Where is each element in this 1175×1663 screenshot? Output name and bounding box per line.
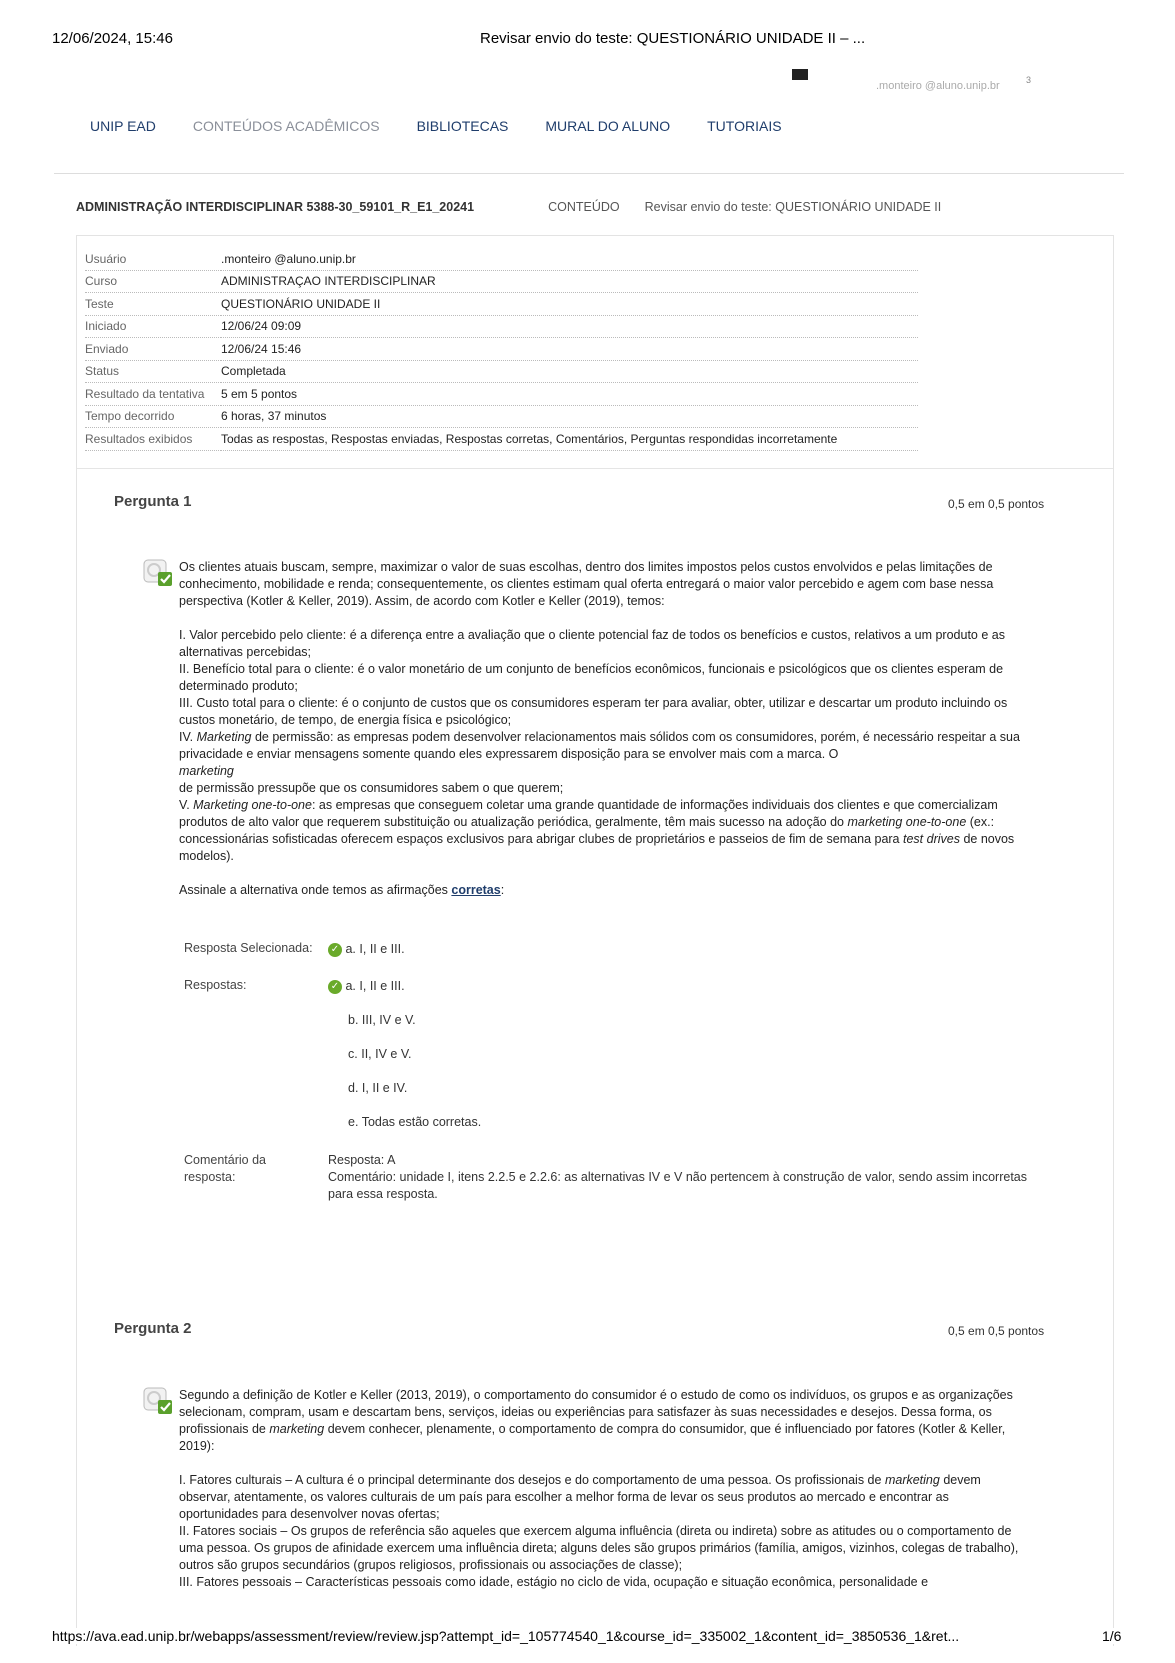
info-row bbox=[85, 360, 918, 383]
nav-bibliotecas[interactable]: BIBLIOTECAS bbox=[416, 118, 509, 134]
info-label: Iniciado bbox=[85, 315, 221, 338]
info-value: ADMINISTRAÇAO INTERDISCIPLINAR bbox=[221, 270, 918, 293]
info-value: 12/06/24 09:09 bbox=[221, 315, 918, 338]
question-2-points: 0,5 em 0,5 pontos bbox=[948, 1324, 1045, 1338]
user-avatar-icon[interactable] bbox=[792, 69, 808, 80]
nav-divider bbox=[54, 173, 1124, 174]
info-row bbox=[85, 270, 918, 293]
statement-5: V. Marketing one-to-one: as empresas que conseguem coletar uma grande quantidade de informações individuais dos clientes e que comercializam produtos de alto valor que requerem substituição ou atualização periódica, geralmente, têm mais sucesso na adoção do marketing one-to-one (ex.: concessionárias sofisticadas oferecem espaços exclusivos para abrigar clubes de proprietários e passeios de fim de semana para test drives de novos modelos). bbox=[179, 798, 1015, 863]
info-label: Enviado bbox=[85, 338, 221, 361]
question-1-title: Pergunta 1 bbox=[114, 493, 192, 510]
info-value: 6 horas, 37 minutos bbox=[221, 405, 918, 428]
option-text: II, IV e V. bbox=[361, 1047, 412, 1061]
option-letter: e. bbox=[348, 1115, 359, 1129]
info-row bbox=[85, 383, 918, 406]
info-value: .monteiro @aluno.unip.br bbox=[221, 248, 918, 270]
print-url: https://ava.ead.unip.br/webapps/assessment/review/review.jsp?attempt_id=_105774540_1&course_id=_335002_1&content_id=_3850536_1&ret... bbox=[52, 1628, 960, 1644]
question-1-prompt: Assinale a alternativa onde temos as afirmações corretas: bbox=[179, 883, 505, 897]
statement-3: III. Custo total para o cliente: é o conjunto de custos que os consumidores esperam ter para avaliar, obter, utilizar e descartar um produto incluindo os custos monetário, de tempo, de energia física e psicológico; bbox=[179, 696, 1008, 727]
info-row bbox=[85, 293, 918, 316]
option-text: I, II e IV. bbox=[361, 1081, 408, 1095]
info-divider bbox=[77, 468, 1113, 469]
info-label: Tempo decorrido bbox=[85, 405, 221, 428]
answer-option-d bbox=[348, 1081, 407, 1095]
statement-1: I. Valor percebido pelo cliente: é a diferença entre a avaliação que o cliente potencial faz de todos os benefícios e custos, relativos a um produto e as alternativas percebidas; bbox=[179, 628, 1005, 659]
print-title: Revisar envio do teste: QUESTIONÁRIO UNIDADE II – ... bbox=[480, 30, 866, 47]
question-1-points: 0,5 em 0,5 pontos bbox=[948, 497, 1045, 511]
question-1-text bbox=[179, 559, 1029, 899]
check-icon: ✓ bbox=[328, 980, 342, 994]
nav-conteudos-academicos[interactable]: CONTEÚDOS ACADÊMICOS bbox=[192, 118, 380, 134]
selected-answer-label: Resposta Selecionada: bbox=[184, 941, 313, 955]
option-letter: a. bbox=[345, 942, 356, 956]
question-2-text bbox=[179, 1387, 1029, 1591]
statement-4: IV. Marketing de permissão: as empresas podem desenvolver relacionamentos mais sólidos com os consumidores, porém, é necessário respeitar a sua privacidade e enviar mensagens somente quando eles expressarem disposição para se envolver mais com a marca. O marketing de permissão pressupõe que os consumidores sabem o que querem; bbox=[179, 730, 1020, 795]
comment-text: Comentário: unidade I, itens 2.2.5 e 2.2.6: as alternativas IV e V não pertencem à construção de valor, sendo assim incorretas para essa resposta. bbox=[328, 1170, 1028, 1201]
info-row bbox=[85, 405, 918, 428]
option-letter: a. bbox=[345, 979, 356, 993]
attempt-info-table bbox=[85, 248, 918, 451]
correct-answer-icon bbox=[142, 556, 174, 588]
answer-option-c bbox=[348, 1047, 411, 1061]
print-datetime: 12/06/2024, 15:46 bbox=[52, 30, 173, 47]
comment-label bbox=[184, 1152, 266, 1186]
option-letter: d. bbox=[348, 1081, 359, 1095]
info-row bbox=[85, 428, 918, 451]
option-letter: b. bbox=[348, 1013, 359, 1027]
answer-option-b bbox=[348, 1013, 416, 1027]
breadcrumb-course[interactable]: ADMINISTRAÇÃO INTERDISCIPLINAR 5388-30_59101_R_E1_20241 bbox=[76, 200, 475, 214]
info-value: Completada bbox=[221, 360, 918, 383]
info-value: 5 em 5 pontos bbox=[221, 383, 918, 406]
statement-3: III. Fatores pessoais – Características pessoais como idade, estágio no ciclo de vida, ocupação e situação econômica, personalidade e bbox=[179, 1575, 929, 1589]
breadcrumb bbox=[76, 200, 941, 214]
info-label: Status bbox=[85, 360, 221, 383]
info-label: Resultados exibidos bbox=[85, 428, 221, 451]
comment-answer: Resposta: A bbox=[328, 1153, 396, 1167]
answer-option-e bbox=[348, 1115, 481, 1129]
info-row bbox=[85, 248, 918, 270]
info-label: Teste bbox=[85, 293, 221, 316]
info-label: Resultado da tentativa bbox=[85, 383, 221, 406]
answers-label: Respostas: bbox=[184, 978, 247, 992]
info-label: Curso bbox=[85, 270, 221, 293]
statement-2: II. Fatores sociais – Os grupos de referência são aqueles que exercem alguma influência (direta ou indireta) sobre as atitudes ou o comportamento de uma pessoa. Os grupos de afinidade exercem uma influência direta; alguns deles são grupos primários (família, amigos, vizinhos, colegas de trabalho), outros são grupos secundários (grupos religiosos, profissionais ou associações de classe); bbox=[179, 1524, 1019, 1572]
main-nav bbox=[90, 118, 819, 134]
nav-mural-do-aluno[interactable]: MURAL DO ALUNO bbox=[545, 118, 671, 134]
info-label: Usuário bbox=[85, 248, 221, 270]
user-email[interactable]: .monteiro @aluno.unip.br bbox=[876, 80, 1000, 92]
statement-1: I. Fatores culturais – A cultura é o principal determinante dos desejos e do comportamento de uma pessoa. Os profissionais de marketing devem observar, atentamente, os valores culturais de um país para escolher a melhor forma de levar os seus produtos ao mercado e encontrar as oportunidades para desenvolver novas ofertas; bbox=[179, 1473, 981, 1521]
option-letter: c. bbox=[348, 1047, 358, 1061]
info-value: QUESTIONÁRIO UNIDADE II bbox=[221, 293, 918, 316]
check-icon: ✓ bbox=[328, 943, 342, 957]
selected-answer bbox=[328, 942, 405, 957]
info-row bbox=[85, 315, 918, 338]
comment-label-line: resposta: bbox=[184, 1170, 236, 1184]
nav-tutoriais[interactable]: TUTORIAIS bbox=[707, 118, 782, 134]
nav-unip-ead[interactable]: UNIP EAD bbox=[90, 118, 156, 134]
comment-label-line: Comentário da bbox=[184, 1153, 266, 1167]
print-page-number: 1/6 bbox=[1102, 1628, 1122, 1644]
info-value: Todas as respostas, Respostas enviadas, Respostas corretas, Comentários, Perguntas respondidas incorretamente bbox=[221, 428, 918, 451]
option-text: III, IV e V. bbox=[361, 1013, 416, 1027]
question-2-intro: Segundo a definição de Kotler e Keller (2013, 2019), o comportamento do consumidor é o estudo de como os indivíduos, os grupos e as organizações selecionam, compram, usam e descartam bens, serviços, ideias ou experiências para satisfazer às suas necessidades e desejos. Dessa forma, os profissionais de marketing devem conhecer, plenamente, o comportamento de compra do consumidor, que é influenciado por fatores (Kotler & Keller, 2019): bbox=[179, 1388, 1013, 1453]
option-text: I, II e III. bbox=[359, 979, 405, 993]
notification-badge[interactable]: 3 bbox=[1026, 75, 1032, 85]
answer-option-a bbox=[328, 979, 405, 994]
statement-2: II. Benefício total para o cliente: é o valor monetário de um conjunto de benefícios econômicos, funcionais e psicológicos que os clientes esperam de determinado produto; bbox=[179, 662, 1004, 693]
comment-body bbox=[328, 1152, 1028, 1203]
option-text: I, II e III. bbox=[359, 942, 405, 956]
breadcrumb-section[interactable]: CONTEÚDO bbox=[548, 200, 620, 214]
breadcrumb-page: Revisar envio do teste: QUESTIONÁRIO UNIDADE II bbox=[644, 200, 942, 214]
info-value: 12/06/24 15:46 bbox=[221, 338, 918, 361]
info-row bbox=[85, 338, 918, 361]
question-1-intro: Os clientes atuais buscam, sempre, maximizar o valor de suas escolhas, dentro dos limites impostos pelos custos envolvidos e pelas limitações de conhecimento, mobilidade e renda; consequentemente, os clientes estimam qual oferta entregará o maior valor percebido e agem com base nessa perspectiva (Kotler & Keller, 2019). Assim, de acordo com Kotler e Keller (2019), temos: bbox=[179, 560, 994, 608]
correct-answer-icon bbox=[142, 1384, 174, 1416]
question-2-title: Pergunta 2 bbox=[114, 1320, 192, 1337]
option-text: Todas estão corretas. bbox=[361, 1115, 482, 1129]
